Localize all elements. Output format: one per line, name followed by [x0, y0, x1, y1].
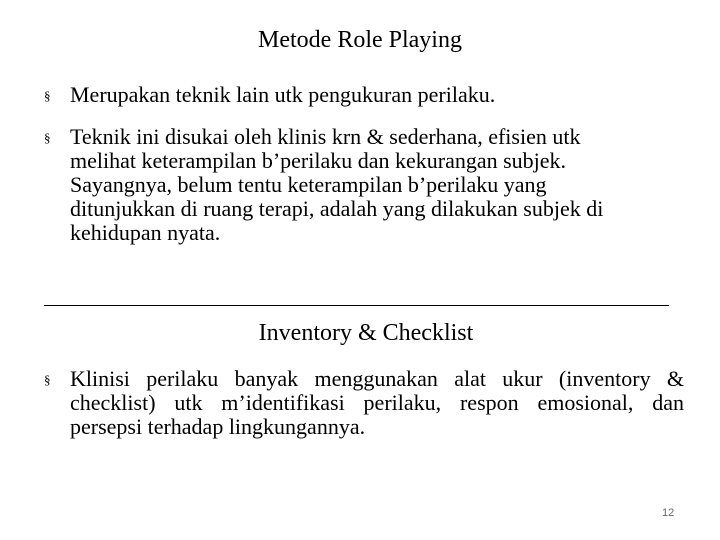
- section-title-role-playing: Metode Role Playing: [258, 27, 462, 53]
- section-divider: [44, 305, 669, 306]
- bullet-item-1: [70, 83, 495, 107]
- bullet-text-line: kehidupan nyata.: [70, 220, 221, 245]
- bullet-text-line: persepsi terhadap lingkungannya.: [70, 414, 366, 439]
- bullet-item-3: [70, 367, 684, 439]
- bullet-text-line: Teknik ini disukai oleh klinis krn & sederhana, efisien utk: [70, 124, 581, 149]
- bullet-text: Merupakan teknik lain utk pengukuran perilaku.: [70, 82, 496, 107]
- bullet-text-line: ditunjukkan di ruang terapi, adalah yang dilakukan subjek di: [70, 196, 604, 221]
- bullet-icon: §: [44, 372, 51, 387]
- bullet-icon: §: [44, 88, 51, 103]
- bullet-item-2: [70, 125, 603, 245]
- bullet-text-line: checklist) utk m’identifikasi perilaku, respon emosional, dan: [70, 390, 684, 415]
- bullet-text-line: Sayangnya, belum tentu keterampilan b’perilaku yang: [70, 172, 547, 197]
- bullet-icon: §: [44, 130, 51, 145]
- bullet-text-line: melihat keterampilan b’perilaku dan kekurangan subjek.: [70, 148, 567, 173]
- section-title-inventory-checklist: Inventory & Checklist: [258, 320, 474, 346]
- bullet-text-line: Klinisi perilaku banyak menggunakan alat ukur (inventory &: [70, 366, 684, 391]
- page-number: 12: [662, 507, 675, 519]
